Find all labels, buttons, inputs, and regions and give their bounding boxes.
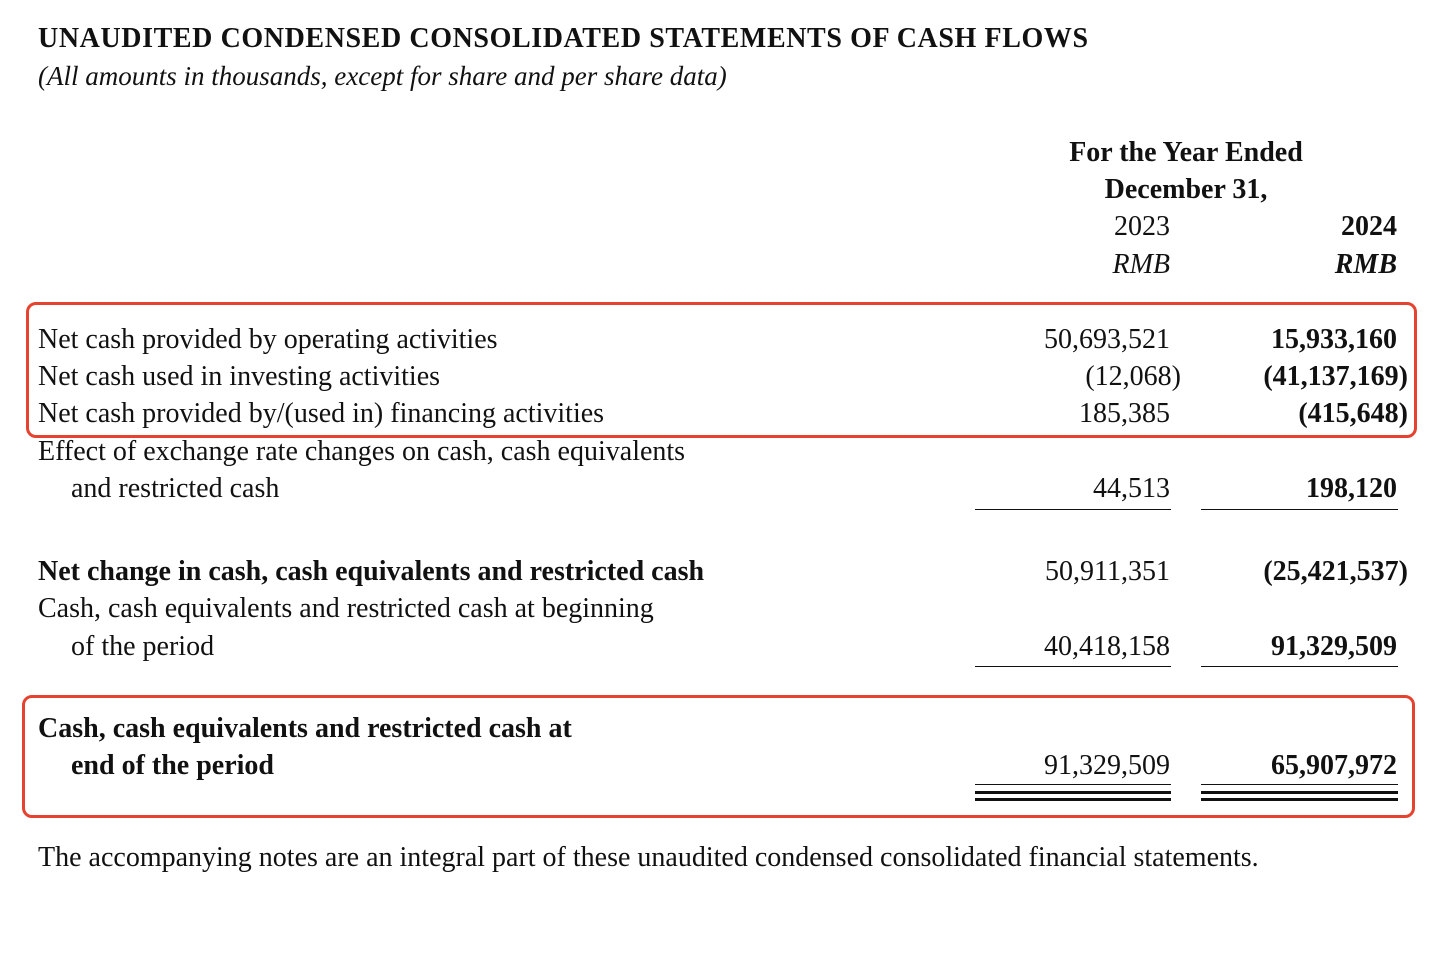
beginning-cash-label-line1: Cash, cash equivalents and restricted cash at beginning bbox=[38, 593, 654, 624]
subtotal-rule-2024 bbox=[1201, 509, 1398, 510]
beginning-rule-2023 bbox=[975, 666, 1171, 667]
statement-title: UNAUDITED CONDENSED CONSOLIDATED STATEMENTS OF CASH FLOWS bbox=[38, 23, 1089, 54]
ending-cash-label-line2: end of the period bbox=[71, 750, 274, 781]
year-2024-header: 2024 bbox=[1341, 211, 1397, 242]
net-change-2023: 50,911,351 bbox=[1045, 556, 1170, 587]
ending-rule-top-2023 bbox=[975, 784, 1171, 785]
fx-effect-label-line2: and restricted cash bbox=[71, 473, 280, 504]
fx-effect-2023: 44,513 bbox=[1093, 473, 1170, 504]
investing-activities-2024: (41,137,169) bbox=[1263, 361, 1408, 392]
footnote: The accompanying notes are an integral part of these unaudited condensed consolidated financial statements. bbox=[38, 842, 1259, 873]
beginning-rule-2024 bbox=[1201, 666, 1398, 667]
double-rule-upper-2024 bbox=[1201, 791, 1398, 794]
ending-cash-label-line1: Cash, cash equivalents and restricted cash at bbox=[38, 713, 572, 744]
operating-activities-label: Net cash provided by operating activities bbox=[38, 324, 498, 355]
operating-activities-2023: 50,693,521 bbox=[1044, 324, 1170, 355]
statement-subtitle: (All amounts in thousands, except for share and per share data) bbox=[38, 61, 727, 91]
beginning-cash-2023: 40,418,158 bbox=[1044, 631, 1170, 662]
double-rule-lower-2023 bbox=[975, 798, 1171, 801]
financing-activities-2023: 185,385 bbox=[1079, 398, 1170, 429]
period-header-line2: December 31, bbox=[1104, 174, 1268, 205]
double-rule-upper-2023 bbox=[975, 791, 1171, 794]
operating-activities-2024: 15,933,160 bbox=[1271, 324, 1397, 355]
financing-activities-label: Net cash provided by/(used in) financing activities bbox=[38, 398, 605, 429]
fx-effect-2024: 198,120 bbox=[1306, 473, 1397, 504]
year-2023-header: 2023 bbox=[1114, 211, 1170, 242]
subtotal-rule-2023 bbox=[975, 509, 1171, 510]
currency-2024-header: RMB bbox=[1334, 249, 1397, 280]
currency-2023-header: RMB bbox=[1112, 249, 1170, 280]
investing-activities-2023: (12,068) bbox=[1085, 361, 1181, 392]
net-change-2024: (25,421,537) bbox=[1263, 556, 1408, 587]
beginning-cash-2024: 91,329,509 bbox=[1271, 631, 1397, 662]
ending-cash-2024: 65,907,972 bbox=[1271, 750, 1397, 781]
financing-activities-2024: (415,648) bbox=[1298, 398, 1408, 429]
net-change-label: Net change in cash, cash equivalents and restricted cash bbox=[38, 556, 705, 587]
beginning-cash-label-line2: of the period bbox=[71, 631, 215, 662]
period-header-line1: For the Year Ended bbox=[1069, 137, 1303, 168]
ending-rule-top-2024 bbox=[1201, 784, 1398, 785]
fx-effect-label-line1: Effect of exchange rate changes on cash, cash equivalents bbox=[38, 436, 686, 467]
double-rule-lower-2024 bbox=[1201, 798, 1398, 801]
investing-activities-label: Net cash used in investing activities bbox=[38, 361, 441, 392]
ending-cash-2023: 91,329,509 bbox=[1044, 750, 1170, 781]
